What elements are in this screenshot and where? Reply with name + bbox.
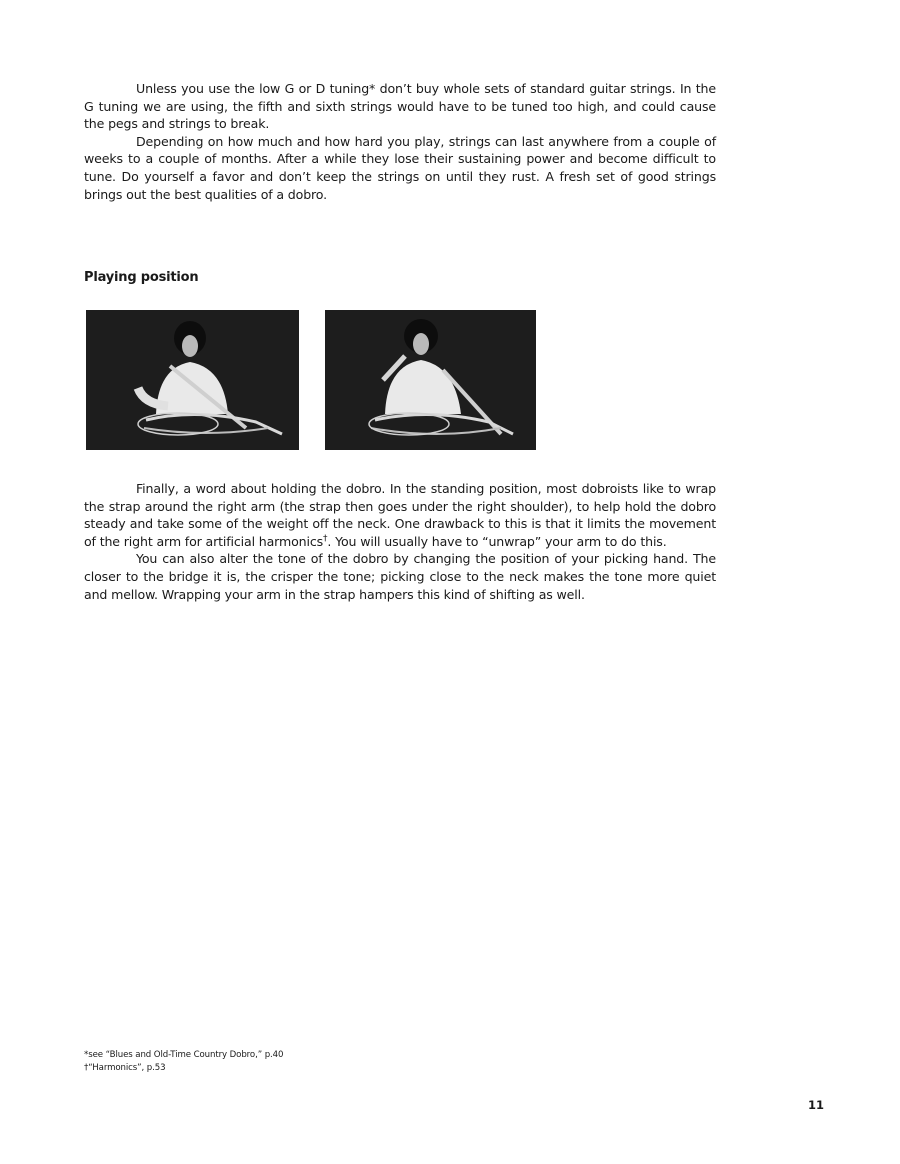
main-paragraph-2: You can also alter the tone of the dobro by changing the position of your picking hand. The closer to the bridge it is, the crisper the tone; picking close to the neck makes the tone more quiet and mellow. Wrapping your arm in the strap hampers this kind of shifting as well.	[84, 551, 716, 602]
main-paragraph-1-text: Finally, a word about holding the dobro. In the standing position, most dobroists like to wrap the strap around the right arm (the strap then goes under the right shoulder), to help hold the dobro steady and take some of the weight off the neck. One drawback to this is that it limits the movement of the right arm for artificial harmonics	[84, 481, 716, 549]
intro-paragraph-1: Unless you use the low G or D tuning* don’t buy whole sets of standard guitar strings. In the G tuning we are using, the fifth and sixth strings would have to be tuned too high, and could cause the pegs and strings to break.	[84, 81, 716, 132]
section-heading: Playing position	[84, 270, 199, 285]
page-number: 11	[808, 1098, 825, 1112]
footnotes	[84, 1049, 283, 1075]
intro-paragraph-2: Depending on how much and how hard you play, strings can last anywhere from a couple of weeks to a couple of months. After a while they lose their sustaining power and become difficult to tune. Do yourself a favor and don’t keep the strings on until they rust. A fresh set of good strings brings out the best qualities of a dobro.	[84, 133, 716, 202]
footnote-2: †“Harmonics”, p.53	[84, 1063, 166, 1073]
dagger-mark: †	[323, 533, 328, 544]
playing-position-photo-2	[325, 310, 536, 450]
main-text	[84, 480, 716, 603]
playing-position-photo-1	[86, 310, 299, 450]
main-paragraph-1-tail: . You will usually have to “unwrap” your arm to do this.	[327, 533, 667, 549]
footnote-1: *see “Blues and Old-Time Country Dobro,” p.40	[84, 1050, 284, 1060]
main-paragraph-1	[84, 480, 716, 550]
intro-text	[84, 80, 716, 203]
